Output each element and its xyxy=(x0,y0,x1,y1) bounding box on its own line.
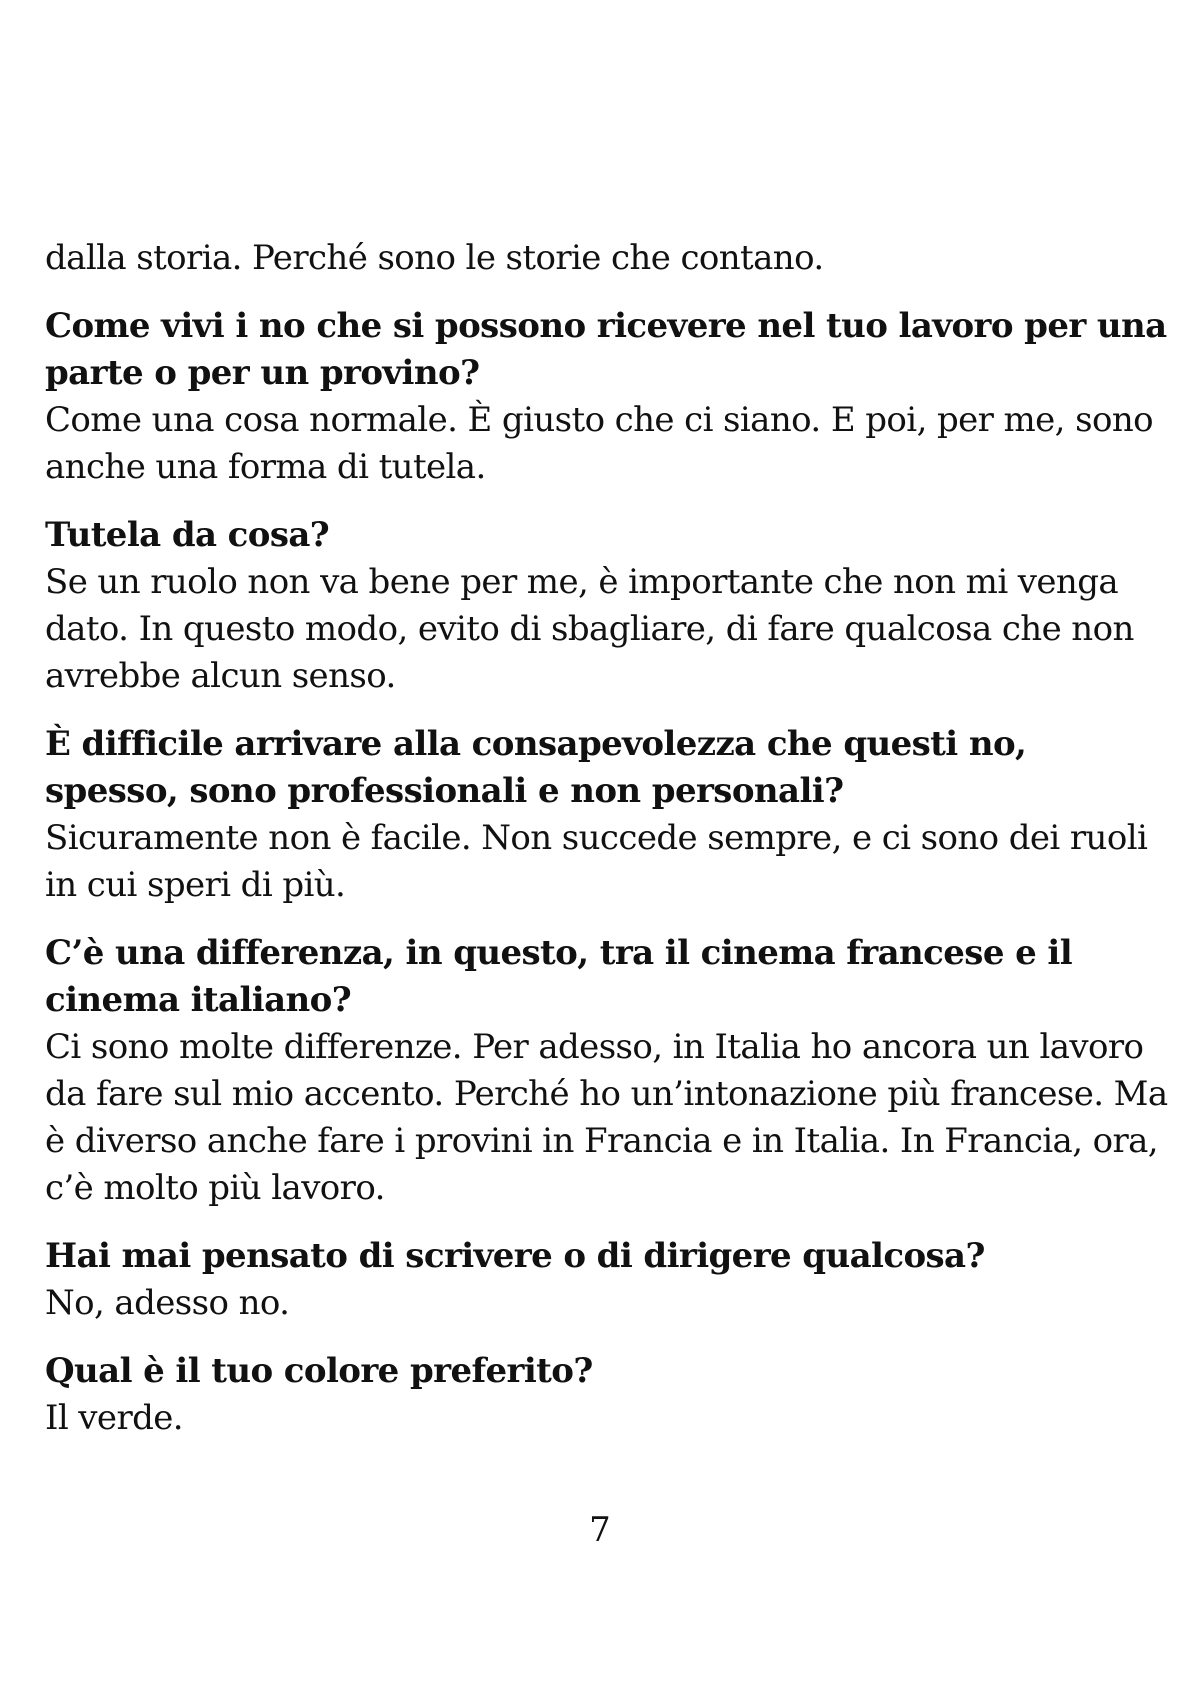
answer: No, adesso no. xyxy=(45,1283,290,1323)
answer: Ci sono molte differenze. Per adesso, in Italia ho ancora un lavoro da fare sul mio accento. Perché ho un’intonazione più francese. Ma è diverso anche fare i provini in Francia e in Italia. In Francia, ora, c’è molto più lavoro. xyxy=(45,1027,1168,1208)
question: Tutela da cosa? xyxy=(45,515,330,555)
qa-item-6 xyxy=(45,1348,1170,1442)
qa-item-1 xyxy=(45,303,1170,491)
answer: Il verde. xyxy=(45,1398,183,1438)
qa-item-2 xyxy=(45,512,1170,700)
page-number: 7 xyxy=(589,1510,611,1550)
answer: Se un ruolo non va bene per me, è importante che non mi venga dato. In questo modo, evito di sbagliare, di fare qualcosa che non avrebbe alcun senso. xyxy=(45,562,1134,696)
intro-paragraph: dalla storia. Perché sono le storie che contano. xyxy=(45,238,824,278)
document-body xyxy=(45,235,1170,1463)
qa-item-4 xyxy=(45,930,1170,1212)
question: Qual è il tuo colore preferito? xyxy=(45,1351,593,1391)
answer: Come una cosa normale. È giusto che ci siano. E poi, per me, sono anche una forma di tutela. xyxy=(45,400,1153,487)
question: C’è una differenza, in questo, tra il cinema francese e il cinema italiano? xyxy=(45,933,1073,1020)
answer: Sicuramente non è facile. Non succede sempre, e ci sono dei ruoli in cui speri di più. xyxy=(45,818,1148,905)
qa-item-3 xyxy=(45,721,1170,909)
question: Hai mai pensato di scrivere o di dirigere qualcosa? xyxy=(45,1236,985,1276)
question: È difficile arrivare alla consapevolezza che questi no, spesso, sono professionali e non personali? xyxy=(45,724,1027,811)
qa-item-5 xyxy=(45,1233,1170,1327)
question: Come vivi i no che si possono ricevere nel tuo lavoro per una parte o per un provino? xyxy=(45,306,1167,393)
